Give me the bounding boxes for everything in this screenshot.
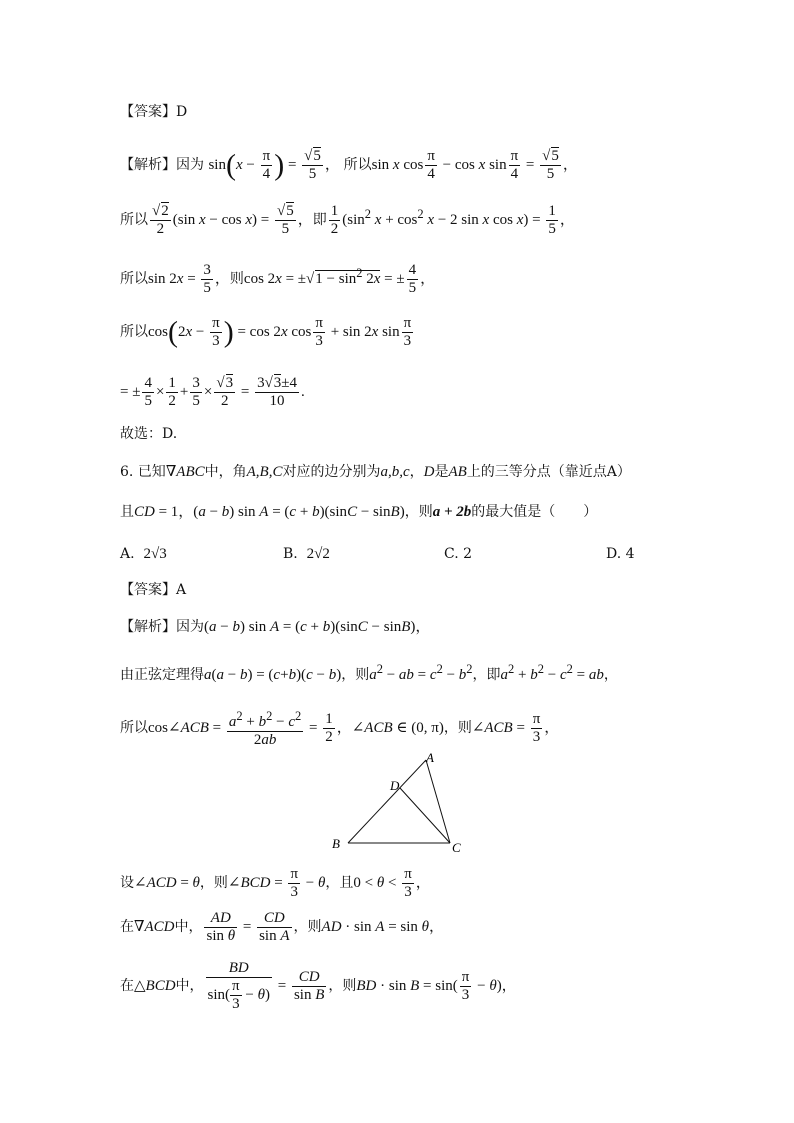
formula-line-3: sin 2x = $\frac{3}{5}$ ，	[148, 262, 230, 296]
a2-formula-3: $a^2$ − ab = $c^2 - b^2$	[369, 662, 473, 683]
a2-set: 设	[120, 874, 134, 891]
analysis2-line-1	[120, 617, 430, 637]
option-b[interactable]	[283, 544, 330, 564]
a2-mid-1: 中，	[174, 918, 203, 935]
a2-then-3: 则	[213, 874, 228, 891]
q6-vector-expr: a + 2b	[432, 504, 472, 520]
a2-formula-9: 0 < θ < $\frac{\pi}{3}$ ，	[353, 866, 431, 900]
a2-law: 由正弦定理得	[120, 667, 204, 683]
option-c[interactable]	[444, 544, 472, 564]
q6-text-1: 已知	[137, 464, 166, 480]
q6-sides: a,b,c	[380, 464, 410, 480]
analysis2-line-2: 由正弦定理得a(a − b) = (c+b)(c − b)，则$a^2$ − ab = $c^2 - b^2$，即$a^2 + b^2 - c^2$ = ab，	[120, 662, 618, 683]
q6-text-2: 中，角	[204, 464, 247, 480]
a2-then-2: 则	[457, 719, 472, 736]
option-b-value: 2√2	[306, 546, 330, 562]
side-ac	[426, 760, 450, 843]
analysis-line-2	[120, 203, 575, 238]
label-b: B	[332, 836, 340, 851]
a2-so: 所以	[120, 719, 148, 736]
text-so-4: 所以	[120, 323, 148, 340]
formula-sin-x-minus-pi4: sin(x − $\frac{\pi}{4}$ ) = $\frac{√5}{5}$ ，	[208, 148, 344, 182]
text-so-3: 所以	[120, 270, 148, 287]
analysis2-line-4: 设∠ACD = θ，则∠BCD = $\frac{\pi}{3}$ − θ，且0 < θ < $\frac{\pi}{3}$ ，	[120, 866, 431, 900]
analysis-line-1	[120, 148, 578, 183]
q6-angles: A,B,C	[246, 464, 283, 480]
a2-formula-6: ∠ACB = $\frac{\pi}{3}$ ，	[471, 711, 560, 745]
text-so-1: 所以	[343, 156, 372, 173]
a2-and: 且	[339, 874, 354, 891]
q6-triangle: ∇ABC	[165, 464, 205, 480]
formula-line-5: = ± $\frac{4}{5}$ × $\frac{1}{2}$ + $\frac{3}{5}$ × $\frac{√3}{2}$ = $\frac{3√3\pm 4}{10}$ .	[120, 375, 305, 409]
a2-formula-12: BD sin( $\frac{\pi}{3}$ − θ) = $\frac{CD}{\text{sin B}}$	[207, 960, 325, 1012]
question-6-line-1	[120, 462, 631, 482]
formula-line-2: $\frac{√2}{2}$ (sin x − cos x) = $\frac{√5}{5}$ ，	[152, 203, 313, 237]
formula-line-2b: $\frac{1}{2}$ ($\sin^2$ $x + \cos^2 x - 2$ sin x cos x) = $\frac{1}{5}$ ，	[330, 203, 575, 237]
a2-in-1: 在	[120, 918, 134, 935]
option-d[interactable]	[606, 544, 635, 564]
a2-formula-13: BD · sin B = sin( $\frac{\pi}{3}$ − θ)，	[356, 969, 517, 1003]
analysis2-line-3: 所以cos∠ACB = $\frac{a^2 + b^2 - c^2}{2ab}$ = $\frac{1}{2}$ ，∠ACB ∈ (0, π)，则∠ACB = $\frac{\pi}{3}$ ，	[120, 709, 560, 748]
label-d: D	[390, 778, 400, 793]
a2-formula-2: a(a − b) = (c+b)(c − b)	[204, 667, 342, 683]
a2-formula-1: (a − b) sin A = (c + b)(sinC − sinB)，	[204, 619, 431, 635]
answer-line-2	[120, 580, 186, 600]
answer-label: 【答案】	[120, 104, 176, 120]
text-then-1: 则	[229, 270, 244, 287]
label-a: A	[426, 750, 434, 765]
analysis2-line-6: 在△BCD中， BD sin( $\frac{\pi}{3}$ − θ) = $\frac{CD}{\text{sin B}}$ ，则BD · sin B = sin( $\frac{\pi}{3}$ − θ)，	[120, 960, 517, 1012]
label-c: C	[452, 840, 461, 855]
a2-because: 因为	[176, 619, 204, 635]
question-number: 6.	[120, 464, 134, 480]
answer-line-1	[120, 102, 187, 122]
q6-segment-ab: AB	[448, 464, 467, 480]
answer-value: D	[176, 104, 188, 120]
q6-tail: 的最大值是（ ）	[471, 504, 598, 520]
analysis-line-4	[120, 315, 415, 350]
a2-ie: 即	[486, 667, 501, 683]
option-a[interactable]	[120, 544, 167, 564]
side-ab	[348, 760, 426, 843]
text-so-2: 所以	[120, 211, 148, 228]
a2-then-5: 则	[342, 977, 357, 994]
option-c-label: C.	[444, 546, 459, 562]
q6-and: 且	[120, 504, 134, 520]
q6-point-d: D	[423, 464, 435, 480]
a2-tri-acd: ∇ACD	[134, 918, 175, 935]
q6-cd-eq: CD = 1，(a − b) sin A = (c + b)(sinC − sinB)	[134, 504, 405, 520]
a2-in-2: 在	[120, 977, 134, 994]
q6-then: ，则	[404, 504, 433, 520]
option-c-value: 2	[463, 546, 473, 562]
a2-formula-10: $\frac{AD}{\text{sin θ}}$ = $\frac{CD}{\text{sin A}}$	[206, 910, 290, 944]
formula-expand-1: sin x cos $\frac{\pi}{4}$ − cos x sin $\frac{\pi}{4}$ = $\frac{√5}{5}$ ，	[371, 148, 578, 182]
a2-mid-2: 中，	[175, 977, 204, 994]
option-a-label: A.	[120, 546, 135, 562]
option-d-label: D.	[606, 546, 622, 562]
formula-line-3b: $\cos 2x = \pm√1 - \sin^2 2x$ = ± $\frac{4}{5}$ ，	[243, 262, 436, 296]
option-a-value: 2√3	[143, 546, 167, 562]
analysis-line-5	[120, 375, 305, 410]
text-because: 因为	[176, 156, 204, 173]
analysis-line-3	[120, 262, 435, 297]
a2-tri-bcd: △BCD	[134, 977, 176, 994]
a2-formula-8: ∠BCD = $\frac{\pi}{3}$ − θ	[227, 866, 326, 900]
a2-formula-5: cos∠ACB = $\frac{a^2 + b^2 - c^2}{2ab}$ = $\frac{1}{2}$ ，∠ACB ∈ (0, π)	[148, 709, 444, 748]
triangle-figure	[326, 748, 466, 858]
analysis2-line-5: 在∇ACD中， $\frac{AD}{\text{sin θ}}$ = $\frac{CD}{\text{sin A}}$ ，则AD · sin A = sin θ，	[120, 910, 445, 944]
a2-formula-11: AD · sin A = sin θ，	[321, 918, 445, 935]
q6-text-4: ，	[409, 464, 424, 480]
answer2-label: 【答案】	[120, 582, 176, 598]
analysis-label: 【解析】	[120, 156, 176, 173]
a2-formula-4: $a^2 + b^2 - c^2$ = ab	[500, 662, 604, 683]
answer2-value: A	[176, 582, 187, 598]
q6-text-6: 上的三等分点（靠近点A）	[466, 464, 631, 480]
option-b-label: B.	[283, 546, 298, 562]
formula-line-4: cos(2x − $\frac{\pi}{3}$ ) = cos 2x cos $\frac{\pi}{3}$ + sin 2x sin $\frac{\pi}{3}$	[148, 315, 412, 349]
choose-line: 故选：D.	[120, 426, 178, 442]
q6-text-3: 对应的边分别为	[282, 464, 381, 480]
question-6-line-2	[120, 502, 597, 522]
q6-text-5: 是	[434, 464, 449, 480]
a2-then-4: 则	[307, 918, 322, 935]
a2-formula-7: ∠ACD = θ	[134, 874, 200, 891]
analysis2-label: 【解析】	[120, 619, 176, 635]
option-d-value: 4	[625, 546, 635, 562]
a2-then-1: 则	[355, 667, 370, 683]
text-ie-1: 即	[312, 211, 327, 228]
